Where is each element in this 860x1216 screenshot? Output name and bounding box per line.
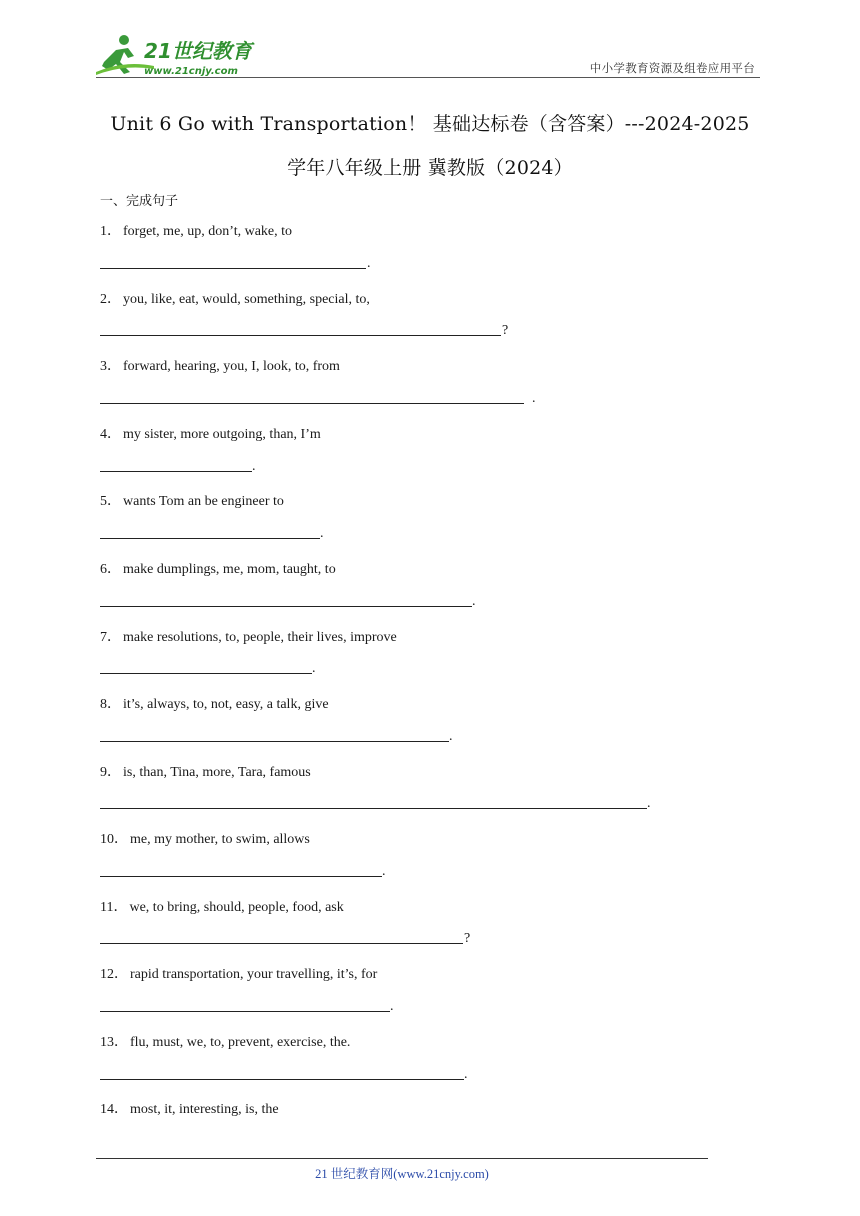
answer-blank[interactable]: . [100, 591, 490, 607]
logo-text: 21世纪教育 [144, 39, 252, 63]
question: 2． you, like, eat, would, something, special, to, [100, 292, 370, 307]
question: 1． forget, me, up, don’t, wake, to [100, 224, 293, 239]
logo [94, 32, 264, 80]
footer-divider [96, 1158, 708, 1159]
header-divider [96, 77, 760, 78]
question: 6． make dumplings, me, mom, taught, to [100, 562, 336, 577]
question: 11． we, to bring, should, people, food, ask [100, 900, 344, 915]
question: 4． my sister, more outgoing, than, I’m [100, 427, 321, 442]
question: 7． make resolutions, to, people, their lives, improve [100, 630, 397, 645]
doc-title-line2: 学年八年级上册 冀教版（2024） [287, 157, 573, 179]
question: 13． flu, must, we, to, prevent, exercise, the. [100, 1035, 351, 1050]
answer-blank[interactable]: . [100, 658, 330, 674]
question: 14． most, it, interesting, is, the [100, 1102, 279, 1117]
answer-blank[interactable]: . [100, 388, 550, 404]
doc-title-line1: Unit 6 Go with Transportation！ 基础达标卷（含答案）---2024-2025 [110, 113, 750, 135]
answer-blank[interactable]: . [100, 793, 660, 809]
question: 12． rapid transportation, your travelling, it’s, for [100, 967, 378, 982]
answer-blank[interactable]: ? [100, 320, 520, 336]
question: 3． forward, hearing, you, I, look, to, from [100, 359, 340, 374]
question: 5． wants Tom an be engineer to [100, 494, 284, 509]
answer-blank[interactable]: ? [100, 928, 480, 944]
platform-name: 中小学教育资源及组卷应用平台 [589, 61, 755, 75]
answer-blank[interactable]: . [100, 456, 270, 472]
answer-blank[interactable]: . [100, 861, 400, 877]
question: 9． is, than, Tina, more, Tara, famous [100, 765, 311, 780]
logo-url: www.21cnjy.com [144, 66, 238, 77]
answer-blank[interactable]: . [100, 523, 340, 539]
answer-blank[interactable]: . [100, 996, 410, 1012]
footer-link[interactable]: 21 世纪教育网(www.21cnjy.com) [315, 1167, 489, 1181]
answer-blank[interactable]: . [100, 253, 380, 269]
question: 8． it’s, always, to, not, easy, a talk, give [100, 697, 329, 712]
answer-blank[interactable]: . [100, 726, 470, 742]
answer-blank[interactable]: . [100, 1064, 480, 1080]
question: 10． me, my mother, to swim, allows [100, 832, 310, 847]
section-heading: 一、完成句子 [100, 194, 179, 209]
